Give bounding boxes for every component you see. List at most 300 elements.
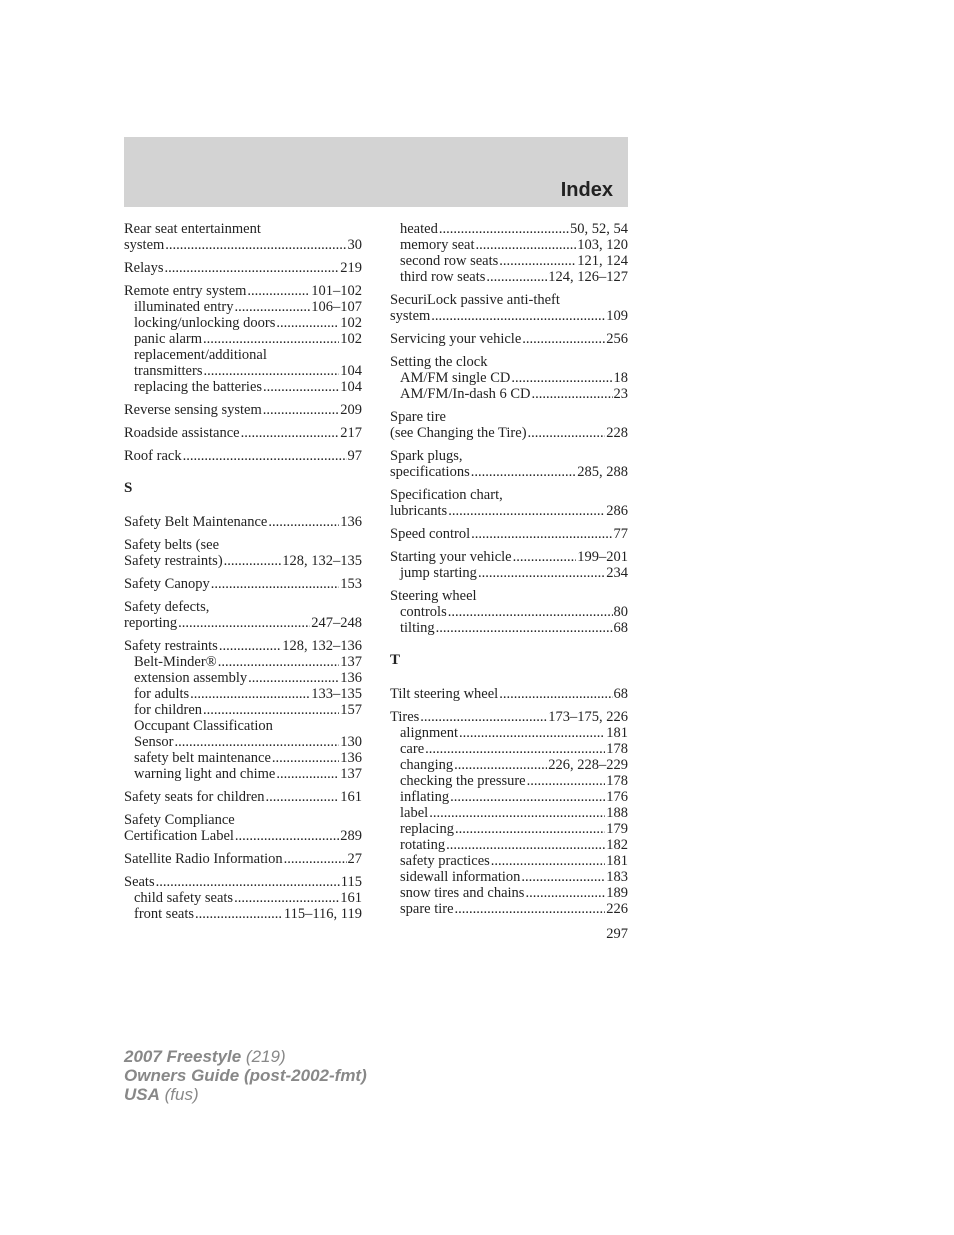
index-subentry-line: [124, 299, 362, 315]
index-column-left: [124, 221, 362, 929]
index-term: transmitters: [134, 363, 203, 379]
index-subentry-line: [124, 654, 362, 670]
dot-leader: [478, 565, 605, 581]
index-term: heated: [400, 221, 438, 237]
index-entry: [124, 514, 362, 530]
dot-leader: [513, 549, 577, 565]
index-term: Roof rack: [124, 448, 182, 464]
index-page-ref: 137: [340, 766, 362, 782]
index-entry-line: [124, 221, 362, 237]
index-entry-line: [390, 709, 628, 725]
index-page-ref: 115: [340, 874, 362, 890]
index-page-ref: 189: [606, 885, 628, 901]
index-entry: [124, 425, 362, 441]
index-entry: [390, 292, 628, 324]
index-subentry-line: [390, 789, 628, 805]
index-subentry-line: [390, 757, 628, 773]
dot-leader: [471, 526, 612, 542]
footer-market: USA: [124, 1085, 160, 1104]
index-entry-line: [124, 514, 362, 530]
index-term: SecuriLock passive anti-theft: [390, 292, 560, 308]
index-subentry-line: [390, 805, 628, 821]
index-page-ref: 27: [347, 851, 362, 867]
index-page-ref: 286: [606, 503, 628, 519]
index-page-ref: 285, 288: [577, 464, 628, 480]
index-page-ref: 102: [340, 315, 362, 331]
dot-leader: [446, 837, 605, 853]
index-entry-line: [124, 615, 362, 631]
index-subentry-line: [390, 620, 628, 636]
index-term: safety practices: [400, 853, 490, 869]
index-page-ref: 226, 228–229: [548, 757, 628, 773]
index-term: Remote entry system: [124, 283, 247, 299]
index-term: changing: [400, 757, 454, 773]
index-page-ref: 104: [340, 379, 362, 395]
dot-leader: [476, 237, 577, 253]
index-page-ref: 101–102: [311, 283, 362, 299]
index-term: locking/unlocking doors: [134, 315, 276, 331]
index-term: care: [400, 741, 425, 757]
dot-leader: [266, 789, 340, 805]
dot-leader: [525, 885, 605, 901]
index-entry-line: [124, 553, 362, 569]
index-page-ref: 247–248: [311, 615, 362, 631]
dot-leader: [532, 386, 613, 402]
index-subentry-line: [390, 237, 628, 253]
index-subentry-line: [390, 773, 628, 789]
index-page-ref: 234: [606, 565, 628, 581]
index-term: front seats: [134, 906, 194, 922]
index-page-ref: 104: [340, 363, 362, 379]
index-entry: [124, 812, 362, 844]
index-page-ref: 182: [606, 837, 628, 853]
index-term: memory seat: [400, 237, 475, 253]
index-page-ref: 161: [340, 789, 362, 805]
index-entry: [390, 709, 628, 917]
dot-leader: [247, 283, 310, 299]
index-term: Speed control: [390, 526, 471, 542]
index-page-ref: 226: [606, 901, 628, 917]
index-term: spare tire: [400, 901, 454, 917]
index-subentry-line: [124, 670, 362, 686]
index-term: second row seats: [400, 253, 499, 269]
footer-guide: Owners Guide (post-2002-fmt): [124, 1066, 367, 1085]
index-term: illuminated entry: [134, 299, 234, 315]
index-subentry-line: [124, 750, 362, 766]
index-term: rotating: [400, 837, 446, 853]
index-subentry-line: [124, 734, 362, 750]
index-subentry-line: [124, 718, 362, 734]
index-page-ref: 173–175, 226: [548, 709, 628, 725]
index-page-ref: 178: [606, 741, 628, 757]
index-subentry-line: [124, 315, 362, 331]
dot-leader: [527, 773, 606, 789]
index-term: replacing the batteries: [134, 379, 263, 395]
index-entry: [124, 599, 362, 631]
dot-leader: [459, 725, 605, 741]
index-subentry-line: [390, 221, 628, 237]
index-term: Safety restraints): [124, 553, 223, 569]
dot-leader: [241, 425, 340, 441]
dot-leader: [234, 890, 339, 906]
dot-leader: [248, 670, 339, 686]
index-entry-line: [390, 464, 628, 480]
index-term: (see Changing the Tire): [390, 425, 527, 441]
index-entry-line: [124, 283, 362, 299]
index-entry-line: [124, 576, 362, 592]
index-entry-line: [124, 789, 362, 805]
dot-leader: [521, 869, 605, 885]
index-term: Roadside assistance: [124, 425, 240, 441]
dot-leader: [174, 734, 339, 750]
index-term: checking the pressure: [400, 773, 526, 789]
index-entry-line: [124, 828, 362, 844]
index-page-ref: 124, 126–127: [548, 269, 628, 285]
footer-model: 2007 Freestyle: [124, 1047, 242, 1066]
dot-leader: [471, 464, 577, 480]
dot-leader: [491, 853, 605, 869]
index-term: Sensor: [134, 734, 174, 750]
index-term: panic alarm: [134, 331, 203, 347]
index-subentry-line: [124, 702, 362, 718]
index-subentry-line: [390, 901, 628, 917]
index-page-ref: 109: [606, 308, 628, 324]
index-term: Belt-Minder®: [134, 654, 217, 670]
index-term: Safety belts (see: [124, 537, 220, 553]
index-term: Relays: [124, 260, 164, 276]
index-term: Tilt steering wheel: [390, 686, 499, 702]
index-entry-line: [124, 851, 362, 867]
dot-leader: [439, 221, 569, 237]
index-term: AM/FM/In-dash 6 CD: [400, 386, 531, 402]
index-page-ref: 23: [613, 386, 628, 402]
index-page-ref: 181: [606, 725, 628, 741]
index-term: system: [390, 308, 431, 324]
dot-leader: [276, 766, 339, 782]
index-term: jump starting: [400, 565, 477, 581]
index-page-ref: 157: [340, 702, 362, 718]
index-term: Tires: [390, 709, 420, 725]
footer-model-code: (219): [241, 1047, 286, 1066]
index-page-ref: 178: [606, 773, 628, 789]
index-term: sidewall information: [400, 869, 521, 885]
index-term: tilting: [400, 620, 435, 636]
index-page-ref: 18: [613, 370, 628, 386]
dot-leader: [235, 828, 339, 844]
dot-leader: [454, 757, 547, 773]
index-entry-line: [390, 588, 628, 604]
index-entry-line: [124, 874, 362, 890]
index-page-ref: 30: [347, 237, 362, 253]
index-term: reporting: [124, 615, 178, 631]
index-subentry-line: [124, 766, 362, 782]
index-column-right: [390, 221, 628, 924]
index-term: Servicing your vehicle: [390, 331, 522, 347]
index-subentry-line: [124, 331, 362, 347]
dot-leader: [511, 370, 612, 386]
dot-leader: [178, 615, 310, 631]
index-page-ref: 188: [606, 805, 628, 821]
index-entry-line: [390, 331, 628, 347]
index-entry-line: [390, 487, 628, 503]
index-subentry-line: [390, 741, 628, 757]
index-page-ref: 136: [340, 514, 362, 530]
index-subentry-line: [124, 890, 362, 906]
dot-leader: [522, 331, 605, 347]
dot-leader: [528, 425, 606, 441]
index-page-ref: 115–116, 119: [283, 906, 362, 922]
dot-leader: [499, 686, 612, 702]
dot-leader: [211, 576, 339, 592]
index-page-ref: 217: [340, 425, 362, 441]
index-term: Safety defects,: [124, 599, 210, 615]
index-entry: [124, 537, 362, 569]
index-term: Specification chart,: [390, 487, 503, 503]
header-band: [124, 137, 628, 207]
index-entry: [124, 260, 362, 276]
index-subentry-line: [390, 370, 628, 386]
index-entry-line: [124, 402, 362, 418]
index-term: Certification Label: [124, 828, 234, 844]
index-subentry-line: [390, 269, 628, 285]
index-entry-line: [390, 292, 628, 308]
dot-leader: [268, 514, 339, 530]
index-page-ref: 77: [613, 526, 628, 542]
dot-leader: [455, 901, 606, 917]
dot-leader: [224, 553, 282, 569]
index-entry-line: [124, 638, 362, 654]
index-entry-line: [124, 425, 362, 441]
index-entry: [124, 638, 362, 782]
dot-leader: [284, 851, 347, 867]
index-entry-line: [124, 260, 362, 276]
index-entry-line: [390, 448, 628, 464]
index-term: Seats: [124, 874, 155, 890]
index-entry-line: [390, 354, 628, 370]
index-page-ref: 128, 132–136: [282, 638, 362, 654]
index-term: Occupant Classification: [134, 718, 273, 734]
index-page-ref: 209: [340, 402, 362, 418]
index-term: Safety Belt Maintenance: [124, 514, 268, 530]
index-term: Starting your vehicle: [390, 549, 512, 565]
index-subentry-line: [390, 725, 628, 741]
index-page-ref: 103, 120: [577, 237, 628, 253]
dot-leader: [429, 805, 605, 821]
index-entry: [124, 283, 362, 395]
dot-leader: [276, 315, 339, 331]
dot-leader: [195, 906, 283, 922]
index-entry-line: [124, 812, 362, 828]
index-page-ref: 106–107: [311, 299, 362, 315]
index-subentry-line: [124, 906, 362, 922]
index-term: inflating: [400, 789, 450, 805]
index-page-ref: 136: [340, 750, 362, 766]
index-page-ref: 68: [613, 686, 628, 702]
index-term: AM/FM single CD: [400, 370, 511, 386]
index-entry: [390, 221, 628, 285]
index-subentry-line: [390, 253, 628, 269]
index-entry: [390, 354, 628, 402]
index-subentry-line: [390, 853, 628, 869]
dot-leader: [203, 702, 339, 718]
index-page-ref: 256: [606, 331, 628, 347]
index-subentry-line: [390, 565, 628, 581]
index-entry: [124, 448, 362, 464]
index-page-ref: 128, 132–135: [282, 553, 362, 569]
index-page-ref: 130: [340, 734, 362, 750]
dot-leader: [450, 789, 605, 805]
dot-leader: [156, 874, 340, 890]
dot-leader: [219, 638, 281, 654]
index-page-ref: 68: [613, 620, 628, 636]
index-term: Reverse sensing system: [124, 402, 262, 418]
index-page-ref: 137: [340, 654, 362, 670]
index-term: Steering wheel: [390, 588, 477, 604]
index-term: Rear seat entertainment: [124, 221, 261, 237]
index-subentry-line: [124, 363, 362, 379]
index-entry: [124, 402, 362, 418]
index-term: Safety restraints: [124, 638, 218, 654]
index-entry-line: [124, 237, 362, 253]
index-page-ref: 102: [340, 331, 362, 347]
index-entry: [124, 789, 362, 805]
index-term: Spark plugs,: [390, 448, 463, 464]
page-number: 297: [606, 926, 628, 942]
index-term: snow tires and chains: [400, 885, 525, 901]
index-entry: [390, 686, 628, 702]
index-page-ref: 228: [606, 425, 628, 441]
index-entry-line: [124, 537, 362, 553]
index-page-ref: 80: [613, 604, 628, 620]
index-term: child safety seats: [134, 890, 234, 906]
index-entry: [390, 409, 628, 441]
index-page-ref: 153: [340, 576, 362, 592]
index-page-ref: 181: [606, 853, 628, 869]
index-term: Safety Canopy: [124, 576, 210, 592]
index-term: Setting the clock: [390, 354, 488, 370]
index-page-ref: 97: [347, 448, 362, 464]
index-page-ref: 179: [606, 821, 628, 837]
footer-market-code: (fus): [159, 1085, 199, 1104]
index-page-ref: 289: [340, 828, 362, 844]
dot-leader: [218, 654, 340, 670]
index-page-ref: 133–135: [311, 686, 362, 702]
index-term: replacing: [400, 821, 454, 837]
index-subentry-line: [390, 821, 628, 837]
index-section-letter: T: [390, 652, 401, 668]
index-subentry-line: [124, 686, 362, 702]
index-term: controls: [400, 604, 447, 620]
dot-leader: [448, 604, 613, 620]
index-term: for adults: [134, 686, 190, 702]
index-term: safety belt maintenance: [134, 750, 271, 766]
index-term: Safety Compliance: [124, 812, 235, 828]
index-term: Spare tire: [390, 409, 446, 425]
index-term: third row seats: [400, 269, 486, 285]
dot-leader: [263, 379, 339, 395]
page-title: Index: [560, 179, 613, 201]
index-page-ref: 219: [340, 260, 362, 276]
index-entry: [390, 588, 628, 636]
index-entry: [124, 851, 362, 867]
index-term: Satellite Radio Information: [124, 851, 283, 867]
index-term: for children: [134, 702, 203, 718]
dot-leader: [431, 308, 605, 324]
index-entry-line: [390, 526, 628, 542]
index-entry: [124, 576, 362, 592]
dot-leader: [164, 260, 339, 276]
index-page-ref: 121, 124: [577, 253, 628, 269]
index-page-ref: 136: [340, 670, 362, 686]
index-term: system: [124, 237, 165, 253]
dot-leader: [425, 741, 605, 757]
dot-leader: [420, 709, 547, 725]
index-entry-line: [390, 308, 628, 324]
index-page-ref: 161: [340, 890, 362, 906]
index-term: specifications: [390, 464, 470, 480]
index-subentry-line: [390, 869, 628, 885]
dot-leader: [448, 503, 605, 519]
dot-leader: [272, 750, 339, 766]
index-entry-line: [124, 448, 362, 464]
dot-leader: [436, 620, 613, 636]
index-entry: [124, 221, 362, 253]
index-term: extension assembly: [134, 670, 248, 686]
dot-leader: [203, 331, 339, 347]
index-entry-line: [390, 409, 628, 425]
dot-leader: [455, 821, 605, 837]
index-entry: [390, 549, 628, 581]
index-entry-line: [390, 425, 628, 441]
dot-leader: [486, 269, 547, 285]
dot-leader: [263, 402, 340, 418]
index-term: Safety seats for children: [124, 789, 265, 805]
index-page-ref: 199–201: [577, 549, 628, 565]
index-page-ref: 183: [606, 869, 628, 885]
index-term: alignment: [400, 725, 458, 741]
index-subentry-line: [390, 837, 628, 853]
index-entry-line: [124, 599, 362, 615]
index-term: label: [400, 805, 429, 821]
index-term: replacement/additional: [134, 347, 267, 363]
dot-leader: [499, 253, 576, 269]
index-page-ref: 176: [606, 789, 628, 805]
index-subentry-line: [390, 604, 628, 620]
index-entry: [390, 487, 628, 519]
index-entry: [390, 448, 628, 480]
index-entry: [390, 526, 628, 542]
index-entry: [390, 331, 628, 347]
dot-leader: [203, 363, 339, 379]
index-page-ref: 50, 52, 54: [570, 221, 628, 237]
index-subentry-line: [124, 347, 362, 363]
index-section-letter: S: [124, 480, 133, 496]
index-subentry-line: [124, 379, 362, 395]
dot-leader: [165, 237, 346, 253]
index-term: warning light and chime: [134, 766, 276, 782]
index-subentry-line: [390, 386, 628, 402]
index-entry-line: [390, 503, 628, 519]
dot-leader: [234, 299, 310, 315]
dot-leader: [183, 448, 347, 464]
index-entry-line: [390, 686, 628, 702]
index-entry-line: [390, 549, 628, 565]
index-subentry-line: [390, 885, 628, 901]
index-entry: [124, 874, 362, 922]
dot-leader: [190, 686, 310, 702]
footer: [124, 1047, 367, 1104]
index-term: lubricants: [390, 503, 448, 519]
